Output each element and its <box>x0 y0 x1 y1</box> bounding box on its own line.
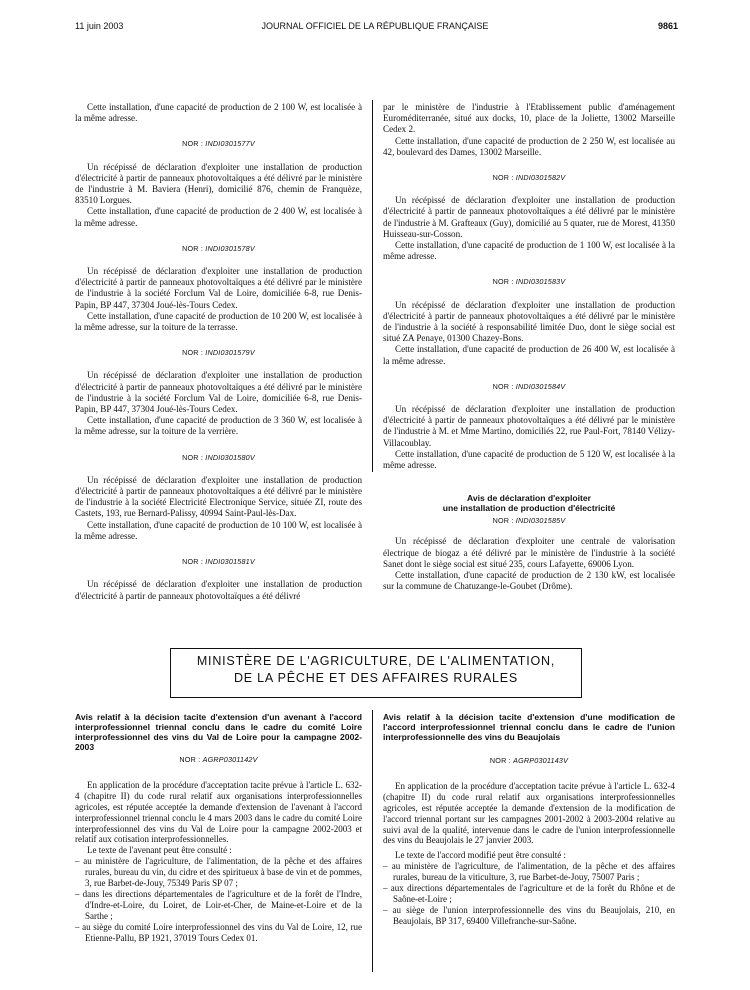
consult-list <box>75 856 362 943</box>
entry-body: Un récépissé de déclaration d'exploiter une centrale de valorisation électrique de biogaz a été délivré par le ministère de l'industrie à la société Sanet dont le siège social est situé 235, cours Lafayette, 69006 Lyon. <box>383 536 675 569</box>
list-item: – au siège du comité Loire interprofessionnel des vins du Val de Loire, 12, rue Etienne-Pallu, BP 1921, 37019 Tours Cedex 01. <box>75 921 362 943</box>
entry-body: Un récépissé de déclaration d'exploiter une installation de production d'électricité à partir de panneaux photovoltaïques a été délivré par le ministère de l'industrie à la société Forclum Val de Loire, domiciliée 6-8, rue Denis-Papin, BP 447, 37304 Joué-lès-Tours Cedex. <box>75 370 362 415</box>
entry-body: Un récépissé de déclaration d'exploiter une installation de production d'électricité à partir de panneaux photovoltaïques a été délivré par le ministère de l'industrie à M. et Mme Martino, domiciliés 22, rue Paul-Fort, 78140 Vélizy-Villacoublay. <box>383 404 675 448</box>
entry-capacity: Cette installation, d'une capacité de production de 2 250 W, est localisée au 42, boulevard des Dames, 13002 Marseille. <box>383 135 675 157</box>
nor-code: INDI0301583V <box>515 277 566 287</box>
nor-reference: NOR : AGRP0301142V <box>179 755 258 764</box>
entry-capacity: Cette installation, d'une capacité de production de 3 360 W, est localisée à la même adresse, sur la toiture de la verrière. <box>75 415 362 437</box>
nor-reference: NOR : INDI0301581V <box>182 557 255 567</box>
entry-capacity: Cette installation, d'une capacité de production de 10 100 W, est localisée à la même adresse. <box>75 519 362 541</box>
lower-left-notice <box>75 712 362 944</box>
entry-capacity: Cette installation, d'une capacité de production de 2 130 kW, est localisée sur la commune de Chatuzange-le-Goubet (Drôme). <box>383 570 675 592</box>
entry-capacity: Cette installation, d'une capacité de production de 10 200 W, est localisée à la même adresse, sur la toiture de la terrasse. <box>75 310 362 333</box>
entry-body: Un récépissé de déclaration d'exploiter une installation de production d'électricité à partir de panneaux photovoltaïques a été délivré par le ministère de l'industrie à M. Baviera (Henri), domicilié 876, chemin de Franquèze, 83510 Lorgues. <box>75 161 362 206</box>
nor-reference: NOR : INDI0301585V <box>492 516 566 526</box>
page-number: 9861 <box>657 21 678 31</box>
nor-code: INDI0301579V <box>205 348 255 358</box>
nor-code: INDI0301581V <box>205 557 255 567</box>
list-item: – aux directions départementales de l'agriculture et de la forêt du Rhône et de Saône-et-Loire ; <box>383 883 675 904</box>
list-item: – au ministère de l'agriculture, de l'alimentation, de la pêche et des affaires rurales, bureau du vin, du cidre et des spiritueux à base de vin et de pommes, 3, rue Barbet-de-Jouy, 75349 Paris SP 07 ; <box>75 856 362 889</box>
nor-code: AGRP0301142V <box>202 755 258 764</box>
notice-paragraph: En application de la procédure d'acceptation tacite prévue à l'article L. 632-4 (chapitre II) du code rural relatif aux organisations interprofessionnelles agricoles, est réputée acceptée la demande d'extension de l'avenant à l'accord interprofessionnel triennal conclu le 4 mars 2003 dans le cadre du comité Loire interprofessionnel des vins du Val de Loire pour la campagne 2002-2003 et relatif aux cotisation interprofessionnelles. <box>75 779 362 845</box>
notice-paragraph: En application de la procédure d'acceptation tacite prévue à l'article L. 632-4 (chapitre II) du code rural relatif aux organisations interprofessionnelles agricoles, est réputée acceptée la demande d'extension de la modification de l'accord triennal portant sur les campagnes 2001-2002 à 2003-2004 relative au suivi aval de la qualité, intervenue dans le cadre de l'union interprofessionnelle des vins du Beaujolais le 27 janvier 2003. <box>383 780 675 846</box>
list-item: – dans les directions départementales de l'agriculture et de la forêt de l'Indre, d'Indre-et-Loire, du Loiret, de Loir-et-Cher, de Maine-et-Loire et de la Sarthe ; <box>75 888 362 921</box>
notice-title: Avis relatif à la décision tacite d'extension d'une modification de l'accord interprofessionnel triennal conclu dans le cadre de l'union interprofessionnelle des vins du Beaujolais <box>383 712 675 742</box>
lower-column-divider <box>372 710 373 972</box>
nor-code: INDI0301582V <box>515 173 566 183</box>
entry-capacity: Cette installation, d'une capacité de production de 5 120 W, est localisée à la même adresse. <box>383 448 675 471</box>
notice-title: Avis relatif à la décision tacite d'extension d'un avenant à l'accord interprofessionnel triennal conclu dans le cadre du comité Loire interprofessionnel des vins du Val de Loire pour la campagne 2002-2003 <box>75 712 362 752</box>
nor-code: INDI0301577V <box>205 139 255 149</box>
right-intro: par le ministère de l'industrie à l'Etablissement public d'aménagement Euroméditerranée, situé aux docks, 10, place de la Joliette, 13002 Marseille Cedex 2. <box>383 102 675 135</box>
entry-body: Un récépissé de déclaration d'exploiter une installation de production d'électricité à partir de panneaux photovoltaïques a été délivré par le ministère de l'industrie à la société à responsabilité limitée Duo, dont le siège social est situé ZA Penaye, 01300 Chazey-Bons. <box>383 299 675 344</box>
notice-consult: Le texte de l'accord modifié peut être consulté : <box>395 850 567 861</box>
list-item: – au ministère de l'agriculture, de l'alimentation, de la pêche et des affaires rurales, bureau de la viticulture, 3, rue Barbet-de-Jouy, 75007 Paris ; <box>383 861 675 883</box>
nor-reference: NOR : INDI0301582V <box>492 173 566 183</box>
entry-body: Un récépissé de déclaration d'exploiter une installation de production d'électricité à partir de panneaux photovoltaïques a été délivré <box>75 579 362 601</box>
left-column <box>75 102 362 602</box>
notice-consult: Le texte de l'avenant peut être consulté : <box>87 845 232 856</box>
nor-reference: NOR : INDI0301584V <box>492 381 566 391</box>
consult-list <box>383 861 675 926</box>
nor-reference: NOR : INDI0301577V <box>182 139 255 149</box>
entry-capacity: Cette installation, d'une capacité de production de 1 100 W, est localisée à la même adresse. <box>383 240 675 262</box>
nor-code: INDI0301578V <box>205 243 255 253</box>
nor-code: INDI0301584V <box>515 381 566 391</box>
list-item: – au siège de l'union interprofessionnelle des vins du Beaujolais, 210, en Beaujolais, BP 317, 69400 Villefranche-sur-Saône. <box>383 904 675 926</box>
entry-capacity: Cette installation, d'une capacité de production de 26 400 W, est localisée à la même adresse. <box>383 344 675 366</box>
nor-code: INDI0301580V <box>205 452 255 462</box>
nor-reference: NOR : INDI0301579V <box>182 348 255 358</box>
entry-capacity: Cette installation, d'une capacité de production de 2 400 W, est localisée à la même adresse. <box>75 206 362 228</box>
page-header <box>0 21 750 35</box>
nor-reference: NOR : AGRP0301143V <box>489 756 569 765</box>
nor-reference: NOR : INDI0301578V <box>182 243 255 253</box>
lower-right-notice <box>383 712 675 927</box>
avis-title: Avis de déclaration d'exploiter une installation de production d'électricité <box>442 493 616 514</box>
column-divider <box>372 100 373 472</box>
nor-code: INDI0301585V <box>515 516 566 526</box>
right-column <box>383 102 675 593</box>
left-intro: Cette installation, d'une capacité de production de 2 100 W, est localisée à la même adresse. <box>75 102 362 124</box>
entry-body: Un récépissé de déclaration d'exploiter une installation de production d'électricité à partir de panneaux photovoltaïques a été délivré par le ministère de l'industrie à M. Grafteaux (Guy), domicilié au 5 quater, rue de Morest, 41350 Huisseau-sur-Cosson. <box>383 195 675 239</box>
nor-code: AGRP0301143V <box>513 756 569 765</box>
entry-body: Un récépissé de déclaration d'exploiter une installation de production d'électricité à partir de panneaux photovoltaïques a été délivré par le ministère de l'industrie à la société Forclum Val de Loire, domiciliée 6-8, rue Denis-Papin, BP 447, 37304 Joué-lès-Tours Cedex. <box>75 266 362 310</box>
ministry-heading: MINISTÈRE DE L'AGRICULTURE, DE L'ALIMENTATION, DE LA PÊCHE ET DES AFFAIRES RURALES <box>170 648 582 698</box>
nor-reference: NOR : INDI0301580V <box>182 452 255 462</box>
entry-body: Un récépissé de déclaration d'exploiter une installation de production d'électricité à partir de panneaux photovoltaïques a été délivré par le ministère de l'industrie à la société Electricité Electronique Service, située ZI, route des Castets, 193, rue Bernard-Palissy, 40994 Saint-Paul-lès-Dax. <box>75 474 362 519</box>
nor-reference: NOR : INDI0301583V <box>492 277 566 287</box>
journal-title: JOURNAL OFFICIEL DE LA RÉPUBLIQUE FRANÇAISE <box>261 21 489 31</box>
header-date: 11 juin 2003 <box>75 21 124 31</box>
